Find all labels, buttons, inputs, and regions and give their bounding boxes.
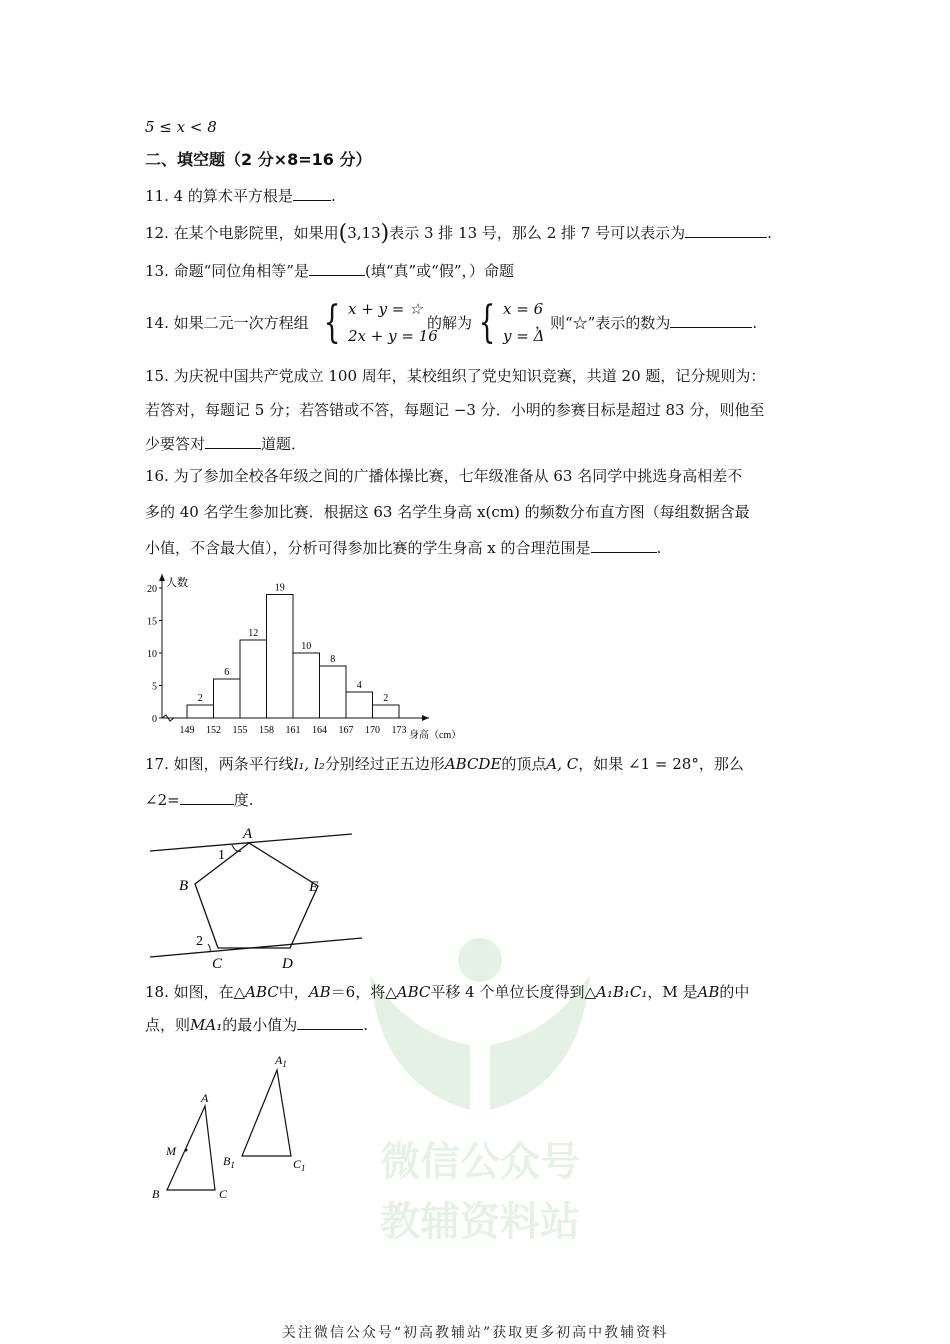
x-tick-label-173: 173 — [391, 725, 407, 736]
x-tick-label-158: 158 — [259, 725, 274, 736]
label-angle-1: 1 — [218, 848, 225, 863]
label-B: B — [179, 878, 189, 894]
q12-blank[interactable] — [685, 223, 767, 238]
triangles-figure — [145, 1050, 325, 1210]
q14-lead: 14. 如果二元一次方程组 — [145, 314, 309, 332]
q14-tail: ，则“☆”表示的数为 . — [535, 314, 758, 332]
q14-blank[interactable] — [670, 313, 752, 328]
q18-line2: 点，则MA₁的最小值为 . — [145, 1016, 369, 1034]
label-tri-C1: $C_1$ — [293, 1157, 306, 1173]
q17-line1: 17. 如图，两条平行线l₁, l₂分别经过正五边形ABCDE的顶点A, C，如果 ∠1 = 28°，那么 — [145, 755, 744, 773]
bar-158 — [267, 595, 294, 719]
bar-label-161: 10 — [301, 641, 312, 652]
page-footer: 关注微信公众号“初高教辅站”获取更多初高中教辅资料 — [281, 1325, 669, 1341]
label-tri-A1: $A_1$ — [275, 1053, 287, 1069]
bar-161 — [293, 653, 320, 718]
x-axis-title: 身高（cm） — [409, 730, 462, 741]
q11-text: 11. 4 的算术平方根是 — [145, 187, 293, 205]
x-axis-arrow — [422, 715, 429, 721]
midpoint-m — [185, 1149, 188, 1152]
bar-label-167: 4 — [356, 680, 362, 691]
x-tick-label-164: 164 — [312, 725, 327, 736]
pentagon-abcde — [195, 843, 318, 948]
q14-mid: 的解为 — [427, 314, 473, 332]
bar-label-152: 6 — [224, 667, 230, 678]
q17-line2: ∠2= 度. — [145, 791, 254, 809]
q14-eq2: 2x + y = 16 — [348, 327, 438, 345]
label-C: C — [212, 956, 223, 972]
q18-line1: 18. 如图，在△ABC中，AB＝6，将△ABC平移 4 个单位长度得到△A₁B₁C₁，M 是AB的中 — [145, 983, 750, 1001]
bar-label-164: 8 — [330, 654, 336, 665]
label-tri-B: B — [152, 1187, 160, 1201]
triangle-a1b1c1 — [242, 1070, 291, 1156]
bar-label-158: 19 — [274, 582, 285, 594]
x-tick-label-167: 167 — [338, 725, 354, 736]
q11-blank[interactable] — [293, 186, 331, 201]
watermark-line1: 微信公众号 — [380, 1139, 580, 1184]
bar-label-149: 2 — [197, 693, 203, 704]
height-histogram — [140, 565, 500, 745]
label-tri-A: A — [201, 1091, 209, 1105]
y-tick-label-5: 5 — [152, 681, 157, 693]
angle-2-arc — [208, 944, 210, 951]
q15-line3: 少要答对 道题． — [145, 435, 307, 453]
q14-equation-system: { x + y = ☆ 2x + y = 16 — [323, 297, 438, 348]
bar-155 — [240, 640, 267, 718]
q13-blank[interactable] — [309, 261, 365, 276]
q14-eq1: x + y = ☆ — [348, 300, 423, 318]
y-tick-label-0: 0 — [152, 714, 157, 725]
section-title: 二、填空题（2 分×8=16 分） — [145, 150, 372, 169]
y-tick-label-15: 15 — [147, 616, 157, 628]
label-tri-C: C — [219, 1187, 228, 1201]
q17-blank[interactable] — [180, 790, 234, 805]
question-12: 12. 在某个电影院里，如果用(3,13)表示 3 排 13 号，那么 2 排 7 号可以表示为 . — [145, 221, 772, 246]
bar-label-170: 2 — [383, 693, 389, 704]
y-axis-arrow — [159, 574, 165, 581]
label-tri-B1: $B_1$ — [223, 1154, 235, 1170]
q15-line2: 若答对，每题记 5 分；若答错或不答，每题记 −3 分．小明的参赛目标是超过 83 分，则他至 — [145, 401, 765, 419]
question-13: 13. 命题“同位角相等”是 (填“真”或“假”，）命题 — [145, 262, 514, 280]
pentagon-figure — [140, 818, 380, 973]
label-angle-2: 2 — [196, 934, 203, 949]
label-E: E — [309, 879, 319, 895]
bar-149 — [187, 705, 214, 718]
bar-170 — [373, 705, 400, 718]
x-tick-label-170: 170 — [365, 725, 380, 736]
x-tick-label-152: 152 — [206, 725, 221, 736]
y-tick-label-10: 10 — [147, 649, 157, 660]
q12-pair: 3,13 — [347, 224, 381, 242]
q18-blank[interactable] — [297, 1015, 363, 1030]
q14-sol1: x = 6 — [503, 300, 544, 318]
y-tick-label-20: 20 — [147, 584, 157, 595]
previous-answer: 5 ≤ x < 8 — [145, 118, 217, 136]
q15-blank[interactable] — [205, 434, 261, 449]
question-11: 11. 4 的算术平方根是 . — [145, 187, 336, 205]
q16-line2: 多的 40 名学生参加比赛．根据这 63 名学生身高 x(cm) 的频数分布直方图（每组数据含最 — [145, 503, 750, 521]
x-tick-label-149: 149 — [179, 725, 195, 736]
label-A: A — [243, 826, 253, 842]
bar-152 — [214, 679, 241, 718]
q16-blank[interactable] — [591, 538, 657, 553]
watermark-line2: 教辅资料站 — [380, 1199, 580, 1244]
y-axis-title: 人数 — [166, 577, 188, 589]
bar-167 — [346, 692, 373, 718]
q16-line1: 16. 为了参加全校各年级之间的广播体操比赛，七年级准备从 63 名同学中挑选身高相差不 — [145, 467, 743, 485]
label-tri-M: M — [166, 1144, 176, 1158]
label-D: D — [282, 956, 293, 972]
q14-sol2: y = Δ — [503, 327, 545, 345]
q15-line1: 15. 为庆祝中国共产党成立 100 周年，某校组织了党史知识竞赛，共道 20 题，记分规则为： — [145, 367, 766, 385]
bar-164 — [320, 666, 347, 718]
q14-solution-system: { x = 6 y = Δ — [478, 297, 545, 348]
q16-line3: 小值，不含最大值），分析可得参加比赛的学生身高 x 的合理范围是 . — [145, 539, 662, 557]
bar-label-155: 12 — [248, 628, 259, 639]
x-tick-label-155: 155 — [232, 725, 248, 736]
x-tick-label-161: 161 — [285, 725, 301, 736]
